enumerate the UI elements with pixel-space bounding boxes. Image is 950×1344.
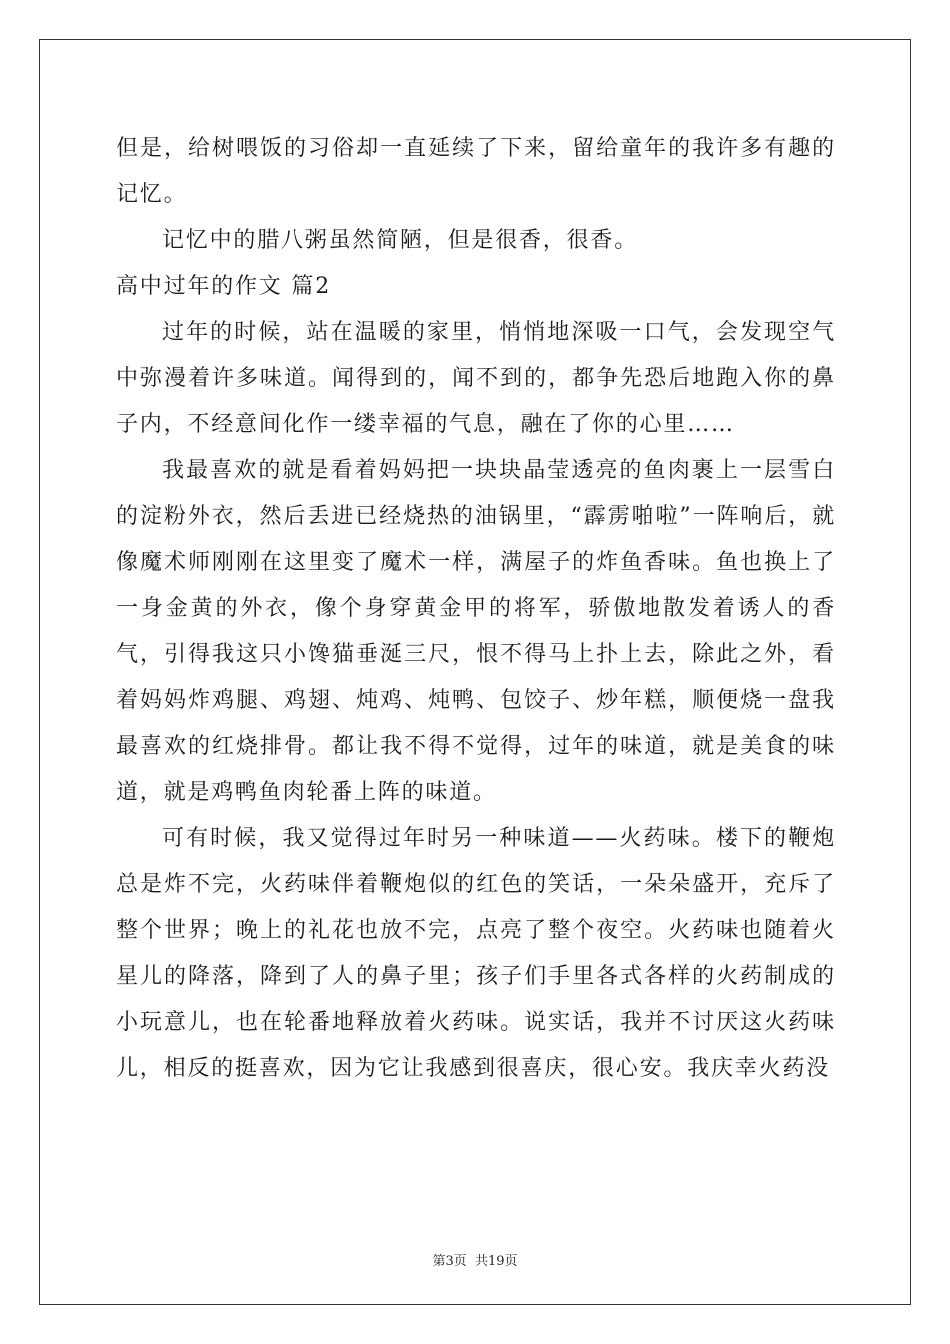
body-paragraph-2: 我最喜欢的就是看着妈妈把一块块晶莹透亮的鱼肉裹上一层雪白的淀粉外衣，然后丢进已经烧热的油锅里，“霹雳啪啦”一阵响后，就像魔术师刚刚在这里变了魔术一样，满屋子的炸鱼香味。鱼也换上了一身金黄的外衣，像个身穿黄金甲的将军，骄傲地散发着诱人的香气，引得我这只小馋猫垂涎三尺，恨不得马上扑上去，除此之外，看着妈妈炸鸡腿、鸡翅、炖鸡、炖鸭、包饺子、炒年糕，顺便烧一盘我最喜欢的红烧排骨。都让我不得不觉得，过年的味道，就是美食的味道，就是鸡鸭鱼肉轮番上阵的味道。 (116, 458, 836, 805)
page-number: 第3页 (432, 1254, 467, 1269)
body-paragraph-3: 可有时候，我又觉得过年时另一种味道——火药味。楼下的鞭炮总是炸不完，火药味伴着鞭炮似的红色的笑话，一朵朵盛开，充斥了整个世界；晚上的礼花也放不完，点亮了整个夜空。火药味也随着火星儿的降落，降到了人的鼻子里；孩子们手里各式各样的火药制成的小玩意儿，也在轮番地释放着火药味。说实话，我并不讨厌这火药味儿，相反的挺喜欢，因为它让我感到很喜庆，很心安。我庆幸火药没 (116, 826, 836, 1081)
body-paragraph-1: 过年的时候，站在温暖的家里，悄悄地深吸一口气，会发现空气中弥漫着许多味道。闻得到的，闻不到的，都争先恐后地跑入你的鼻子内，不经意间化作一缕幸福的气息，融在了你的心里…… (116, 320, 836, 437)
section-heading: 高中过年的作文 篇2 (116, 274, 331, 299)
total-pages: 共19页 (474, 1254, 518, 1269)
document-body (116, 126, 836, 1092)
paragraph-1: 但是，给树喂饭的习俗却一直延续了下来，留给童年的我许多有趣的记忆。 (116, 136, 836, 207)
page-footer (0, 1250, 950, 1269)
paragraph-2: 记忆中的腊八粥虽然简陋，但是很香，很香。 (162, 228, 639, 253)
